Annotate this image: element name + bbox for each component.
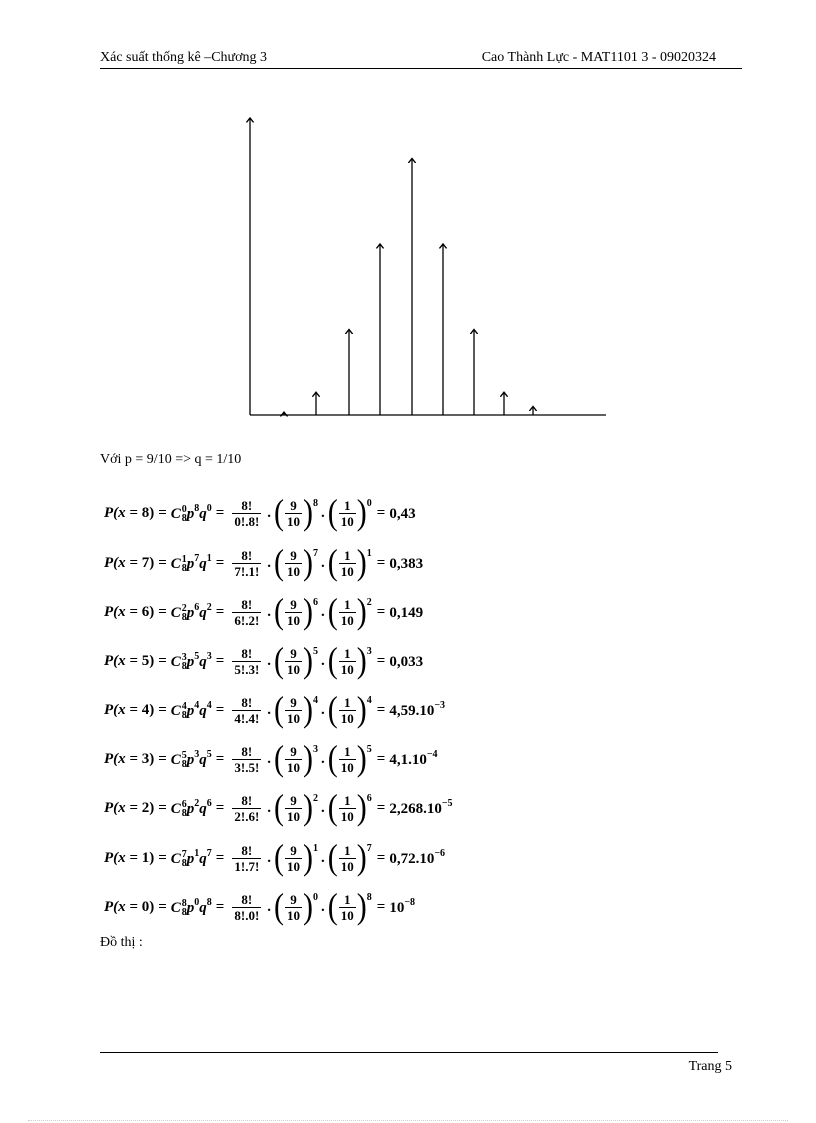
eq-sign: = bbox=[376, 849, 386, 866]
eq-sign: = bbox=[215, 701, 225, 718]
eq-sign: = bbox=[376, 898, 386, 915]
eq-result: $4,59.10^{-3}$ bbox=[389, 700, 446, 719]
eq-result: $4,1.10^{-4}$ bbox=[389, 749, 438, 768]
page-header bbox=[100, 50, 742, 70]
eq-lhs: P(x = 5) bbox=[104, 652, 155, 669]
eq-sign: = bbox=[376, 701, 386, 718]
eq-binomial: C 5 8 $p^3q^5$ bbox=[170, 748, 212, 771]
eq-lhs: P(x = 1) bbox=[104, 849, 155, 866]
coef-fraction: $\frac{8!}{4!.4!}$ bbox=[234, 694, 260, 726]
q-power: ( $\frac{1}{10}$ ) 1 bbox=[327, 542, 372, 583]
eq-sign: = bbox=[376, 750, 386, 767]
eq-sign: = bbox=[158, 799, 167, 816]
equation-row: P(x = 0) = C 8 8 $p^0q^8$ = $\frac{8!}{8!.0!}$ . ( $\frac{9}{10}$ ) 0 . ( $\frac{1}{10}$ ) 8 = $10^{-8}$ bbox=[104, 886, 416, 927]
eq-sign: = bbox=[376, 603, 386, 620]
eq-sign: = bbox=[215, 799, 225, 816]
eq-result: $10^{-8}$ bbox=[389, 897, 416, 916]
eq-binomial: C 7 8 $p^1q^7$ bbox=[170, 847, 212, 870]
eq-binomial: C 1 8 $p^7q^1$ bbox=[170, 552, 212, 575]
q-power: ( $\frac{1}{10}$ ) 5 bbox=[327, 738, 372, 779]
coef-fraction: $\frac{8!}{1!.7!}$ bbox=[234, 842, 260, 874]
equation-row: P(x = 2) = C 6 8 $p^2q^6$ = $\frac{8!}{2!.6!}$ . ( $\frac{9}{10}$ ) 2 . ( $\frac{1}{10}$ ) 6 = $2,268.10^{-5}$ bbox=[104, 787, 453, 828]
eq-sign: = bbox=[158, 701, 167, 718]
eq-sign: = bbox=[158, 849, 167, 866]
coef-fraction: $\frac{8!}{7!.1!}$ bbox=[234, 547, 260, 579]
q-power: ( $\frac{1}{10}$ ) 6 bbox=[327, 787, 372, 828]
eq-sign: = bbox=[215, 849, 225, 866]
p-power: ( $\frac{9}{10}$ ) 6 bbox=[274, 591, 319, 632]
eq-lhs: P(x = 6) bbox=[104, 603, 155, 620]
q-power: ( $\frac{1}{10}$ ) 0 bbox=[327, 492, 372, 533]
eq-sign: = bbox=[215, 554, 225, 571]
eq-sign: = bbox=[158, 652, 167, 669]
graph-label: Đồ thị : bbox=[100, 935, 143, 950]
eq-binomial: C 2 8 $p^6q^2$ bbox=[170, 601, 212, 624]
condition-text: Với p = 9/10 => q = 1/10 bbox=[100, 452, 242, 467]
eq-sign: = bbox=[376, 504, 386, 521]
p-power: ( $\frac{9}{10}$ ) 3 bbox=[274, 738, 319, 779]
eq-binomial: C 8 8 $p^0q^8$ bbox=[170, 896, 212, 919]
eq-result: $0,72.10^{-6}$ bbox=[389, 848, 446, 867]
page-edge-dots bbox=[28, 1120, 788, 1121]
eq-sign: = bbox=[158, 554, 167, 571]
eq-sign: = bbox=[376, 652, 386, 669]
eq-binomial: C 4 8 $p^4q^4$ bbox=[170, 699, 212, 722]
q-power: ( $\frac{1}{10}$ ) 4 bbox=[327, 689, 372, 730]
page-number: Trang 5 bbox=[688, 1059, 732, 1074]
p-power: ( $\frac{9}{10}$ ) 5 bbox=[274, 640, 319, 681]
eq-sign: = bbox=[215, 504, 225, 521]
eq-sign: = bbox=[215, 652, 225, 669]
footer-rule bbox=[100, 1052, 718, 1053]
equation-row: P(x = 5) = C 3 8 $p^5q^3$ = $\frac{8!}{5!.3!}$ . ( $\frac{9}{10}$ ) 5 . ( $\frac{1}{10}$ ) 3 = 0,033 bbox=[104, 640, 424, 681]
coef-fraction: $\frac{8!}{2!.6!}$ bbox=[234, 792, 260, 824]
eq-sign: = bbox=[215, 603, 225, 620]
eq-lhs: P(x = 2) bbox=[104, 799, 155, 816]
eq-lhs: P(x = 0) bbox=[104, 898, 155, 915]
eq-sign: = bbox=[376, 554, 386, 571]
p-power: ( $\frac{9}{10}$ ) 4 bbox=[274, 689, 319, 730]
p-power: ( $\frac{9}{10}$ ) 7 bbox=[274, 542, 319, 583]
eq-sign: = bbox=[215, 750, 225, 767]
p-power: ( $\frac{9}{10}$ ) 8 bbox=[274, 492, 319, 533]
eq-binomial: C 0 8 $p^8q^0$ bbox=[170, 502, 212, 525]
header-course: Xác suất thống kê –Chương 3 bbox=[100, 50, 268, 65]
eq-sign: = bbox=[215, 898, 225, 915]
q-power: ( $\frac{1}{10}$ ) 3 bbox=[327, 640, 372, 681]
eq-sign: = bbox=[376, 799, 386, 816]
eq-lhs: P(x = 7) bbox=[104, 554, 155, 571]
q-power: ( $\frac{1}{10}$ ) 8 bbox=[327, 886, 372, 927]
header-author: Cao Thành Lực - MAT1101 3 - 09020324 bbox=[481, 50, 716, 65]
stem-chart bbox=[240, 110, 620, 430]
eq-lhs: P(x = 3) bbox=[104, 750, 155, 767]
coef-fraction: $\frac{8!}{3!.5!}$ bbox=[234, 743, 260, 775]
eq-lhs: P(x = 4) bbox=[104, 701, 155, 718]
coef-fraction: $\frac{8!}{6!.2!}$ bbox=[234, 596, 260, 628]
eq-binomial: C 6 8 $p^2q^6$ bbox=[170, 797, 212, 820]
eq-result: 0,149 bbox=[389, 605, 424, 621]
eq-sign: = bbox=[158, 504, 167, 521]
q-power: ( $\frac{1}{10}$ ) 2 bbox=[327, 591, 372, 632]
q-power: ( $\frac{1}{10}$ ) 7 bbox=[327, 837, 372, 878]
eq-lhs: P(x = 8) bbox=[104, 504, 155, 521]
equation-row: P(x = 7) = C 1 8 $p^7q^1$ = $\frac{8!}{7!.1!}$ . ( $\frac{9}{10}$ ) 7 . ( $\frac{1}{10}$ ) 1 = 0,383 bbox=[104, 542, 424, 583]
eq-sign: = bbox=[158, 898, 167, 915]
p-power: ( $\frac{9}{10}$ ) 0 bbox=[274, 886, 319, 927]
equation-row: P(x = 6) = C 2 8 $p^6q^2$ = $\frac{8!}{6!.2!}$ . ( $\frac{9}{10}$ ) 6 . ( $\frac{1}{10}$ ) 2 = 0,149 bbox=[104, 591, 424, 632]
eq-sign: = bbox=[158, 603, 167, 620]
coef-fraction: $\frac{8!}{5!.3!}$ bbox=[234, 645, 260, 677]
eq-result: 0,383 bbox=[389, 556, 424, 572]
equation-row: P(x = 3) = C 5 8 $p^3q^5$ = $\frac{8!}{3!.5!}$ . ( $\frac{9}{10}$ ) 3 . ( $\frac{1}{10}$ ) 5 = $4,1.10^{-4}$ bbox=[104, 738, 438, 779]
coef-fraction: $\frac{8!}{0!.8!}$ bbox=[234, 497, 260, 529]
coef-fraction: $\frac{8!}{8!.0!}$ bbox=[234, 891, 260, 923]
eq-sign: = bbox=[158, 750, 167, 767]
p-power: ( $\frac{9}{10}$ ) 1 bbox=[274, 837, 319, 878]
eq-result: 0,43 bbox=[389, 506, 416, 522]
eq-result: 0,033 bbox=[389, 654, 424, 670]
equation-row: P(x = 8) = C 0 8 $p^8q^0$ = $\frac{8!}{0!.8!}$ . ( $\frac{9}{10}$ ) 8 . ( $\frac{1}{10}$ ) 0 = 0,43 bbox=[104, 492, 416, 533]
equation-row: P(x = 4) = C 4 8 $p^4q^4$ = $\frac{8!}{4!.4!}$ . ( $\frac{9}{10}$ ) 4 . ( $\frac{1}{10}$ ) 4 = $4,59.10^{-3}$ bbox=[104, 689, 446, 730]
equation-row: P(x = 1) = C 7 8 $p^1q^7$ = $\frac{8!}{1!.7!}$ . ( $\frac{9}{10}$ ) 1 . ( $\frac{1}{10}$ ) 7 = $0,72.10^{-6}$ bbox=[104, 837, 446, 878]
header-rule bbox=[100, 68, 742, 69]
eq-result: $2,268.10^{-5}$ bbox=[389, 798, 453, 817]
eq-binomial: C 3 8 $p^5q^3$ bbox=[170, 650, 212, 673]
p-power: ( $\frac{9}{10}$ ) 2 bbox=[274, 787, 319, 828]
